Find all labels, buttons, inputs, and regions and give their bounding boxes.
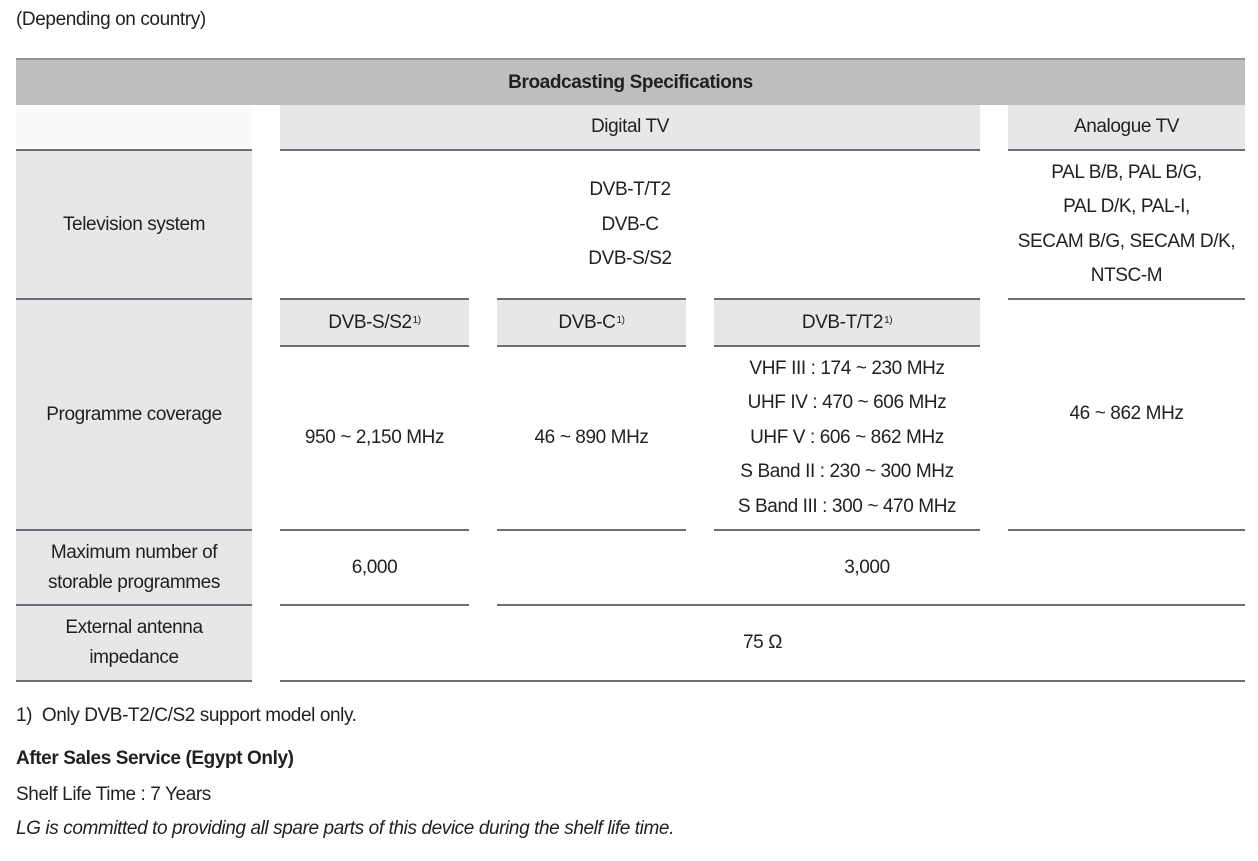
programme-coverage-label: Programme coverage [46,403,222,425]
coverage-value: 46 ~ 862 MHz [1069,402,1184,424]
row-label-max-programmes [16,531,252,606]
analogue-tv-label: Analogue TV [1073,116,1180,137]
band-item: S Band III : 300 ~ 470 MHz [737,495,957,517]
subheader-name: DVB-C [558,311,616,333]
label-line: External antenna [65,617,203,638]
row-label-television-system [16,151,252,300]
header-empty-cell [16,105,252,151]
label-line: impedance [89,647,179,668]
header-digital-tv [280,105,980,151]
table-title-bar [16,58,1245,105]
band-item: S Band II : 230 ~ 300 MHz [740,461,954,483]
coverage-value: 950 ~ 2,150 MHz [304,427,445,448]
tv-system-item: SECAM B/G, SECAM D/K, [1017,230,1236,252]
antenna-impedance-value [280,606,1245,682]
footnote-ref: 1) [616,314,625,326]
coverage-value: 46 ~ 890 MHz [534,427,649,448]
digital-television-systems [280,170,980,280]
label-line: Maximum number of [50,541,218,563]
subheader-name: DVB-T/T2 [801,311,884,333]
subheader-dvb-c [497,298,686,347]
commitment-text: LG is committed to providing all spare parts of this device during the shelf life time. [16,818,674,839]
shelf-life-text: Shelf Life Time : 7 Years [16,784,211,805]
tv-system-item: PAL D/K, PAL-I, [1063,196,1190,217]
tv-system-item: NTSC-M [1090,265,1163,286]
table-title: Broadcasting Specifications [508,71,753,93]
label-line: storable programmes [48,571,220,593]
max-programmes-value: 3,000 [844,556,890,578]
subheader-dvb-t [714,298,980,347]
band-item: VHF III : 174 ~ 230 MHz [749,357,945,379]
subheader-dvb-s [280,298,469,347]
impedance-value: 75 Ω [742,632,783,653]
tv-system-item: PAL B/B, PAL B/G, [1051,161,1202,183]
footnote: 1) Only DVB-T2/C/S2 support model only. [16,705,357,726]
coverage-dvb-s [280,347,469,531]
header-analogue-tv [1008,105,1245,151]
footnote-ref: 1) [412,314,421,326]
max-programmes-value: 6,000 [351,556,398,578]
tv-system-item: DVB-C [601,213,659,235]
coverage-dvb-c [497,347,686,531]
row-label-antenna-impedance [16,606,252,682]
digital-tv-label: Digital TV [590,116,669,137]
band-item: UHF V : 606 ~ 862 MHz [750,426,944,448]
intro-note: (Depending on country) [16,9,206,30]
analogue-television-systems [1008,151,1245,300]
max-programmes-dvb-s [280,531,469,606]
band-item: UHF IV : 470 ~ 606 MHz [747,392,947,414]
after-sales-heading: After Sales Service (Egypt Only) [16,748,294,769]
row-label-programme-coverage [16,300,252,531]
tv-system-item: DVB-T/T2 [589,179,671,201]
coverage-dvb-t [714,347,980,531]
max-programmes-others [497,531,1245,606]
footnote-ref: 1) [884,314,893,326]
television-system-label: Television system [62,213,206,235]
tv-system-item: DVB-S/S2 [588,248,672,270]
coverage-analogue [1008,300,1245,531]
subheader-name: DVB-S/S2 [328,311,412,333]
